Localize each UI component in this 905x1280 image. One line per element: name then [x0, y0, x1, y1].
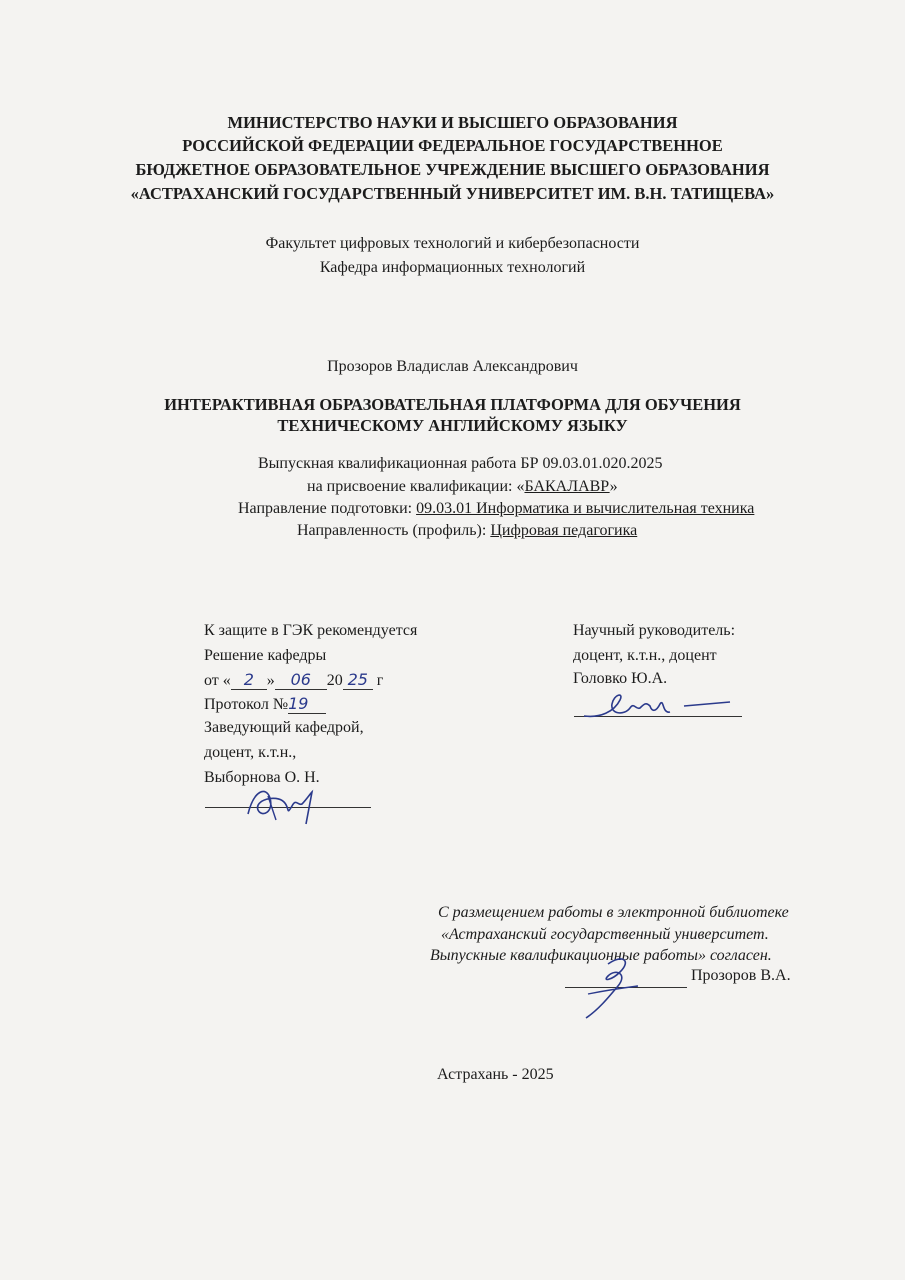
consent-author-name: Прозоров В.А. [691, 967, 791, 984]
city-year: Астрахань - 2025 [437, 1066, 554, 1083]
head-title: Заведующий кафедрой, [204, 719, 364, 736]
direction-value: 09.03.01 Информатика и вычислительная техника [416, 500, 755, 517]
protocol [204, 694, 326, 714]
qualification-value: БАКАЛАВР [524, 478, 610, 495]
faculty: Факультет цифровых технологий и кибербезопасности [265, 235, 640, 252]
study-direction [238, 500, 754, 518]
date-day: 2 [231, 670, 267, 690]
supervisor-signature [580, 690, 740, 726]
consent-line-2: «Астраханский государственный университет. [441, 926, 769, 943]
consent-line-3: Выпускные квалификационные работы» согласен. [430, 947, 772, 964]
thesis-title-line-1: ИНТЕРАКТИВНАЯ ОБРАЗОВАТЕЛЬНАЯ ПЛАТФОРМА ДЛЯ ОБУЧЕНИЯ [164, 395, 741, 414]
thesis-title-line-2: ТЕХНИЧЕСКОМУ АНГЛИЙСКОМУ ЯЗЫКУ [277, 416, 628, 435]
direction-prefix: Направление подготовки: [238, 500, 417, 517]
department-decision: Решение кафедры [204, 647, 327, 664]
year-suffix: 25 [343, 670, 373, 690]
ministry-line-1: МИНИСТЕРСТВО НАУКИ И ВЫСШЕГО ОБРАЗОВАНИЯ [227, 113, 678, 132]
head-degree: доцент, к.т.н., [204, 744, 297, 761]
protocol-label: Протокол № [204, 696, 289, 713]
supervisor-degree: доцент, к.т.н., доцент [573, 647, 717, 664]
supervisor-label: Научный руководитель: [573, 622, 736, 639]
study-profile [297, 522, 637, 540]
consent-line-1: С размещением работы в электронной библиотеке [438, 904, 789, 921]
date-from: от « [204, 672, 231, 689]
qualification-suffix: » [609, 478, 618, 495]
ministry-line-2: РОССИЙСКОЙ ФЕДЕРАЦИИ ФЕДЕРАЛЬНОЕ ГОСУДАРСТВЕННОЕ [182, 136, 723, 155]
year-unit: г [376, 672, 384, 689]
protocol-number: 19 [288, 694, 326, 714]
profile-prefix: Направленность (профиль): [297, 522, 491, 539]
qualification-prefix: на присвоение квалификации: « [307, 478, 525, 495]
university-name: «АСТРАХАНСКИЙ ГОСУДАРСТВЕННЫЙ УНИВЕРСИТЕТ ИМ. В.Н. ТАТИЩЕВА» [130, 184, 775, 203]
head-signature [240, 776, 330, 836]
decision-date [204, 670, 383, 690]
ministry-line-3: БЮДЖЕТНОЕ ОБРАЗОВАТЕЛЬНОЕ УЧРЕЖДЕНИЕ ВЫСШЕГО ОБРАЗОВАНИЯ [135, 160, 770, 179]
year-prefix: 20 [326, 672, 343, 689]
qualification [307, 478, 618, 496]
head-name: Выборнова О. Н. [204, 769, 320, 786]
defense-recommendation: К защите в ГЭК рекомендуется [204, 622, 418, 639]
date-month: 06 [275, 670, 327, 690]
date-mid: » [266, 672, 275, 689]
profile-value: Цифровая педагогика [490, 522, 638, 539]
author-signature [578, 950, 658, 1030]
supervisor-name: Головко Ю.А. [573, 670, 668, 687]
department: Кафедра информационных технологий [319, 259, 586, 276]
author-name: Прозоров Владислав Александрович [327, 358, 578, 375]
work-type: Выпускная квалификационная работа БР 09.03.01.020.2025 [258, 455, 663, 472]
